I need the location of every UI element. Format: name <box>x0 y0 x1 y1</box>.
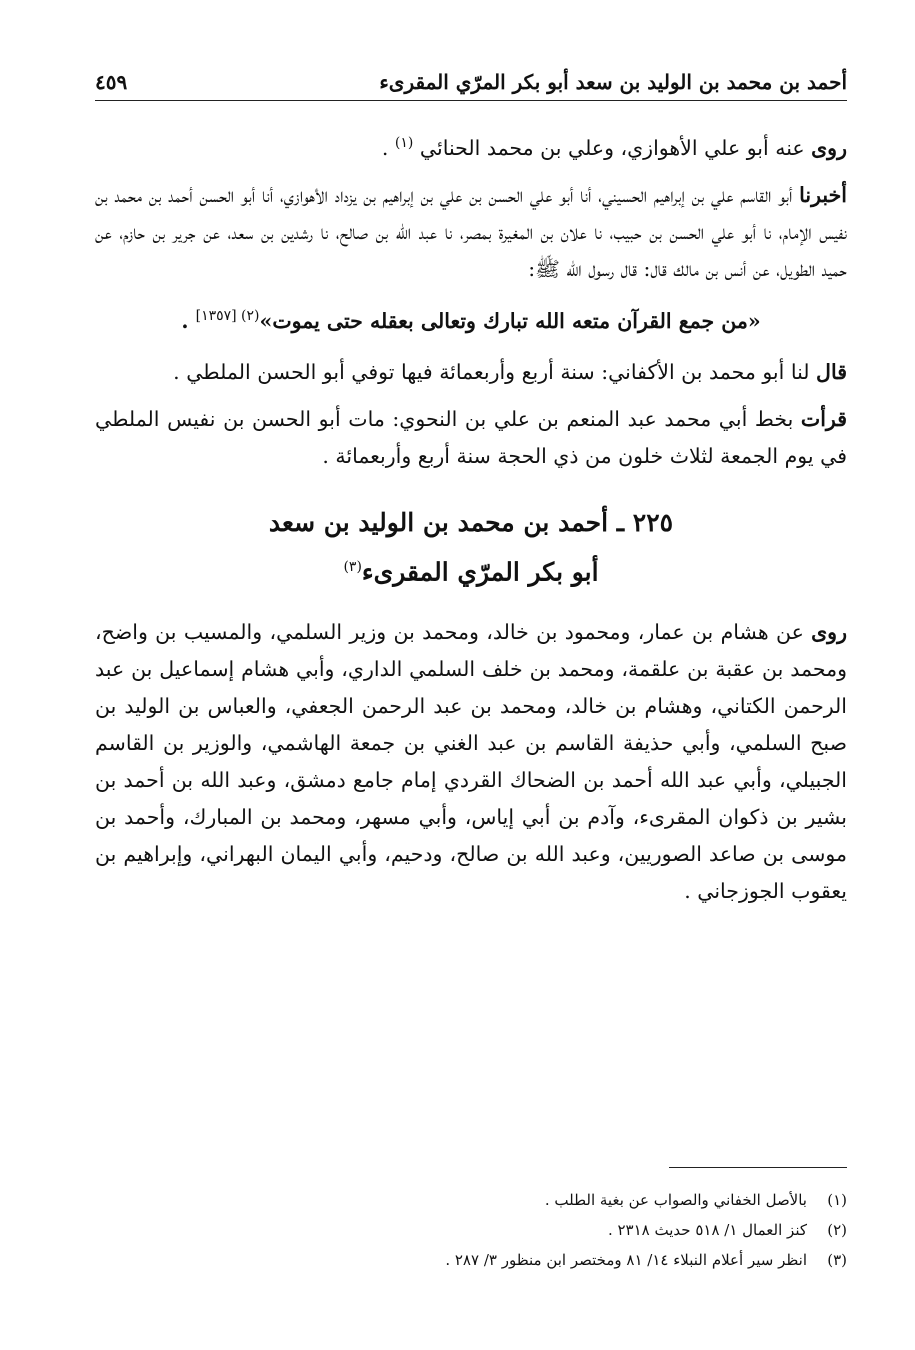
paragraph-text: أبو القاسم علي بن إبراهيم الحسيني، أنا أبو علي الحسن بن علي بن إبراهيم بن يزداد الأهوازي، أنا أبو الحسن أحمد بن محمد بن نفيس الإمام، نا أبو علي الحسن بن حبيب، نا علان بن المغيرة بمصر، نا عبد الله بن صالح، نا رشدين بن سعد، عن جرير بن حازم، عن حميد الطويل، عن أنس بن مالك قال: قال رسول الله ﷺ: <box>95 182 847 281</box>
paragraph-keyword: روى <box>811 619 847 644</box>
paragraph-keyword: روى <box>811 135 847 160</box>
footnote-divider <box>669 1167 847 1168</box>
entry-heading-line2: أبو بكر المرّي المقرىء <box>361 556 599 586</box>
footnote <box>95 1215 847 1245</box>
footnote-number: (٣) <box>827 1251 847 1269</box>
paragraph-narrators <box>95 125 847 167</box>
page-number: ٤٥٩ <box>95 70 128 94</box>
footnote-text: كنز العمال ١/ ٥١٨ حديث ٢٣١٨ . <box>607 1221 807 1239</box>
running-title: أحمد بن محمد بن الوليد بن سعد أبو بكر المرّي المقرىء <box>379 70 847 94</box>
running-header <box>95 62 847 101</box>
footnote <box>95 1245 847 1275</box>
footnote-marker: (٣) <box>343 558 362 575</box>
footnote-number: (١) <box>827 1191 847 1209</box>
entry-heading-line2-wrap <box>95 545 847 594</box>
footnotes <box>95 1185 847 1275</box>
quote-text: «من جمع القرآن متعه الله تبارك وتعالى بعقله حتى يموت» <box>259 308 761 333</box>
paragraph-text: عنه أبو علي الأهوازي، وعلي بن محمد الحنائي <box>419 135 812 160</box>
footnote-text: بالأصل الخفاني والصواب عن بغية الطلب . <box>544 1191 807 1209</box>
footnote-number: (٢) <box>827 1221 847 1239</box>
entry-heading-line1: ٢٢٥ ـ أحمد بن محمد بن الوليد بن سعد <box>268 507 674 537</box>
paragraph-text: عن هشام بن عمار، ومحمود بن خالد، ومحمد بن وزير السلمي، والمسيب بن واضح، ومحمد بن عقبة بن علقمة، ومحمد بن خلف السلمي الداري، وأبي هشام إسماعيل بن عبد الرحمن الكتاني، وهشام بن خالد، ومحمد بن عبد الرحمن الجعفي، والعباس بن الوليد بن صبح السلمي، وأبي حذيفة القاسم بن عبد الغني بن جمعة الهاشمي، والوزير بن القاسم الجبيلي، وأبي عبد الله أحمد بن الضحاك القردي إمام جامع دمشق، وعبد الله بن أحمد بن بشير بن ذكوان المقرىء، وآدم بن أبي إياس، وأبي مسهر، ومحمد بن المبارك، وأحمد بن موسى بن صاعد الصوريين، وعبد الله بن صالح، ودحيم، وأبي اليمان البهراني، وإبراهيم بن يعقوب الجوزجاني . <box>95 619 847 903</box>
footnote-marker: (١) <box>394 135 414 151</box>
paragraph-death-date <box>95 401 847 475</box>
entry-paragraph <box>95 614 847 910</box>
paragraph-end: . <box>381 135 395 160</box>
paragraph-isnad <box>95 177 847 288</box>
paragraph-death-year <box>95 354 847 391</box>
hadith-quote <box>95 298 847 340</box>
paragraph-text: لنا أبو محمد بن الأكفاني: سنة أربع وأربعمائة فيها توفي أبو الحسن الملطي . <box>173 359 817 384</box>
footnote <box>95 1185 847 1215</box>
paragraph-text: بخط أبي محمد عبد المنعم بن علي بن النحوي: مات أبو الحسن بن نفيس الملطي في يوم الجمعة لثلاث خلون من ذي الحجة سنة أربع وأربعمائة . <box>95 406 847 468</box>
entry-heading <box>95 501 847 594</box>
quote-end: . <box>181 308 196 333</box>
footnote-marker: (٢) [١٣٥٧] <box>195 307 260 324</box>
paragraph-keyword: قال <box>816 359 847 384</box>
main-text <box>95 125 847 914</box>
paragraph-keyword: قرأت <box>800 406 847 431</box>
paragraph-keyword: أخبرنا <box>799 182 847 207</box>
footnote-text: انظر سير أعلام النبلاء ١٤/ ٨١ ومختصر ابن منظور ٣/ ٢٨٧ . <box>445 1251 807 1269</box>
